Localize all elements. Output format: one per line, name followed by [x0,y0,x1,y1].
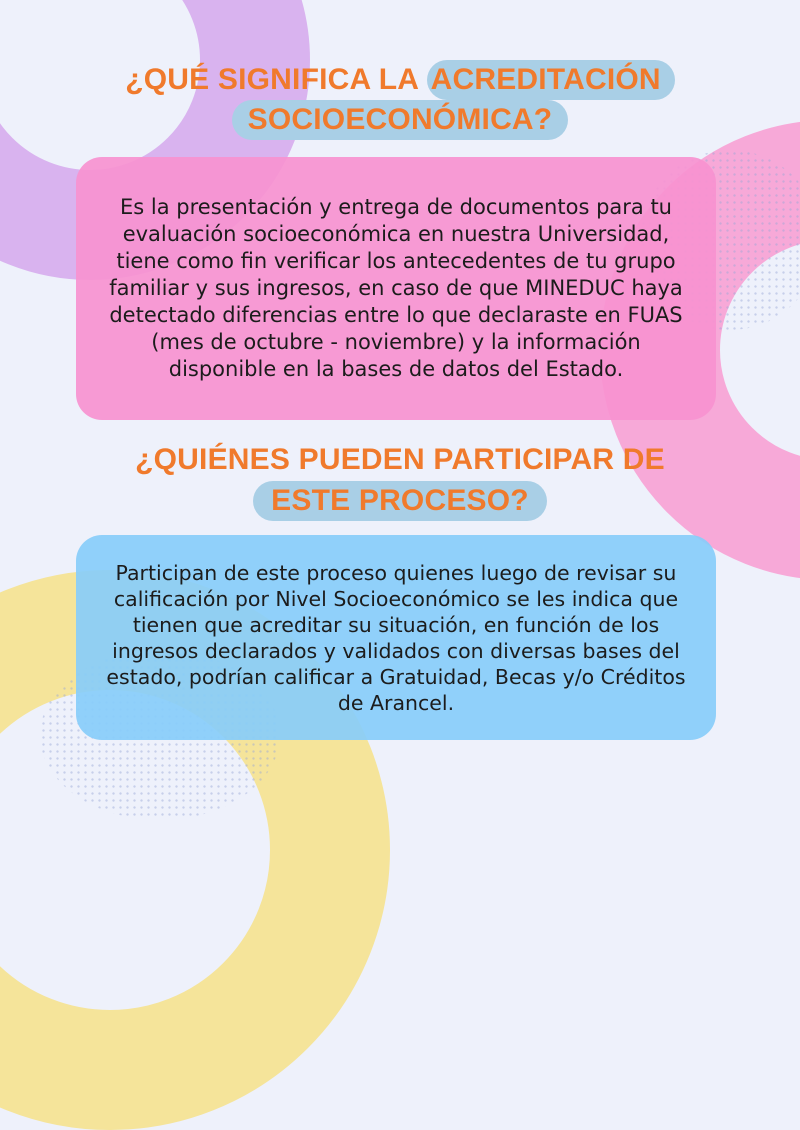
section1-info-card [76,157,716,420]
section2-heading-line1 [0,440,800,480]
section1-body-text: Es la presentación y entrega de documentos para tu evaluación socioeconómica en nuestra Universidad, tiene como fin verificar los antecedentes de tu grupo familiar y sus ingresos, en caso de que MINEDUC haya detectado diferencias entre lo que declaraste en FUAS (mes de octubre - noviembre) y la información disponible en la bases de datos del Estado. [109,195,683,381]
section1-heading-line2 [0,100,800,140]
section2-heading-pill: ESTE PROCESO? [253,481,547,521]
section2-heading-text: ¿QUIÉNES PUEDEN PARTICIPAR DE [135,443,665,476]
section2-heading-line2 [0,481,800,521]
section1-heading-pill: SOCIOECONÓMICA? [232,100,569,140]
section1-heading-highlight: ACREDITACIÓN [427,60,675,100]
section2-info-card [76,535,716,740]
section1-heading-text: ¿QUÉ SIGNIFICA LA [125,63,427,96]
section1-heading-line1 [0,60,800,100]
section2-body-text: Participan de este proceso quienes luego de revisar su calificación por Nivel Socioeconómico se les indica que tienen que acreditar su situación, en función de los ingresos declarados y validados con diversas bases del estado, podrían calificar a Gratuidad, Becas y/o Créditos de Arancel. [106,560,686,715]
